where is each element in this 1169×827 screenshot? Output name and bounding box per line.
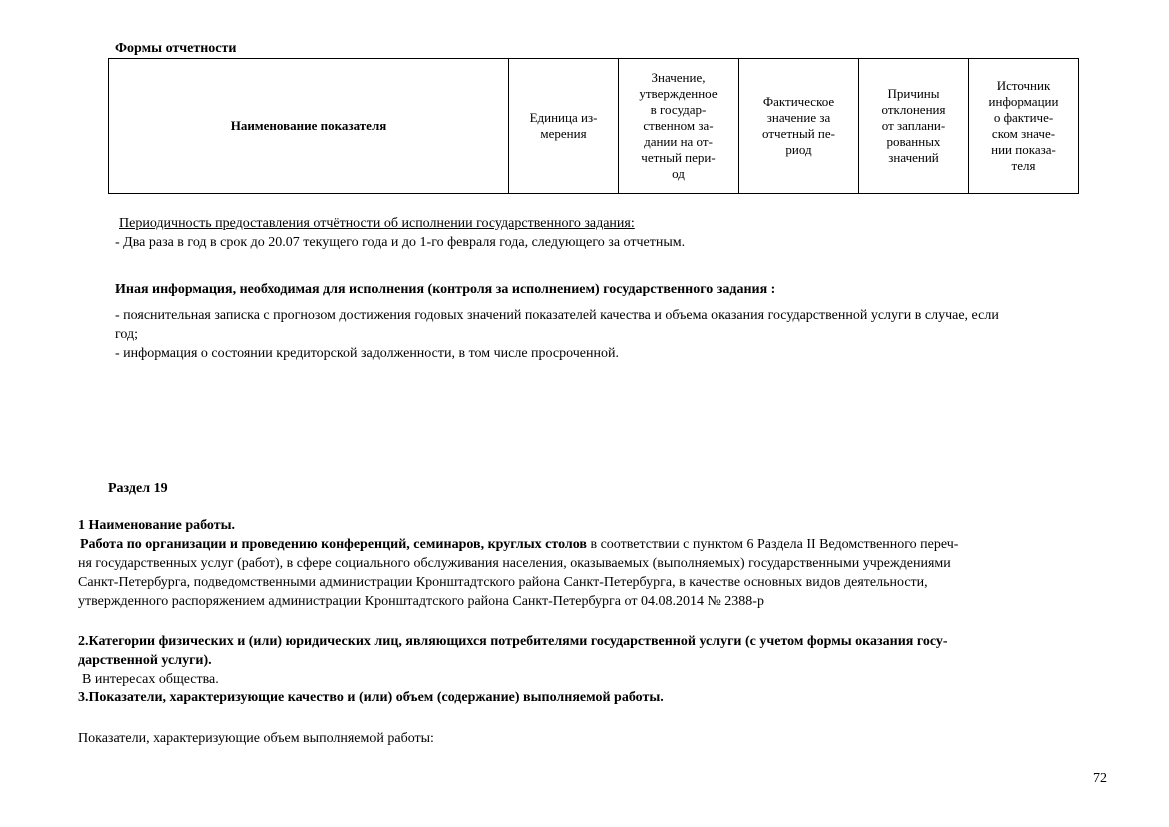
work-name-line1-rest: в соответствии с пунктом 6 Раздела II Ведомственного переч-: [586, 537, 959, 552]
reporting-forms-table: [108, 58, 1079, 194]
work-name-line3: Санкт-Петербурга, подведомственными администрации Кронштадтского района Санкт-Петербурга, в качестве основных видов деятельности,: [78, 575, 928, 590]
header-approved-value: Значение, утвержденное в государ- ственном за- дании на от- четный пери- од: [619, 59, 739, 194]
page-number: 72: [1093, 771, 1107, 786]
work-name-line1: [80, 537, 958, 553]
other-info-line1: - пояснительная записка с прогнозом достижения годовых значений показателей качества и объема оказания государственной услуги в случае, если: [115, 308, 999, 323]
periodicity-title: Периодичность предоставления отчётности об исполнении государственного задания:: [119, 216, 635, 231]
categories-value: В интересах общества.: [82, 672, 219, 687]
work-name-title: 1 Наименование работы.: [78, 518, 236, 533]
header-indicator-name: Наименование показателя: [109, 59, 509, 194]
work-name-line4: утвержденного распоряжением администрации Кронштадтского района Санкт-Петербурга от 04.08.2014 № 2388-р: [78, 594, 764, 609]
table-header-row: [109, 59, 1079, 194]
periodicity-text: - Два раза в год в срок до 20.07 текущего года и до 1-го февраля года, следующего за отчетным.: [115, 235, 686, 250]
categories-title-line1: 2.Категории физических и (или) юридических лиц, являющихся потребителями государственной услуги (с учетом формы оказания госу-: [78, 634, 948, 649]
header-actual-value: Фактическое значение за отчетный пе- риод: [739, 59, 859, 194]
volume-indicators-label: Показатели, характеризующие объем выполняемой работы:: [78, 731, 434, 746]
forms-title: Формы отчетности: [115, 41, 237, 56]
categories-title-line2: дарственной услуги).: [78, 653, 212, 668]
section-title: Раздел 19: [108, 481, 168, 496]
header-deviation-reasons: Причины отклонения от заплани- рованных значений: [859, 59, 969, 194]
header-unit: Единица из- мерения: [509, 59, 619, 194]
work-name-bold: Работа по организации и проведению конференций, семинаров, круглых столов: [80, 537, 587, 552]
other-info-title: Иная информация, необходимая для исполнения (контроля за исполнением) государственного задания :: [115, 282, 776, 297]
other-info-line2: - информация о состоянии кредиторской задолженности, в том числе просроченной.: [115, 346, 619, 361]
indicators-title: 3.Показатели, характеризующие качество и (или) объем (содержание) выполняемой работы.: [78, 690, 664, 705]
work-name-line2: ня государственных услуг (работ), в сфере социального обслуживания населения, оказываемых (выполняемых) государственными учреждениями: [78, 556, 951, 571]
header-info-source: Источник информации о фактиче- ском значе- нии показа- теля: [969, 59, 1079, 194]
other-info-line1-continued: год;: [115, 327, 139, 342]
